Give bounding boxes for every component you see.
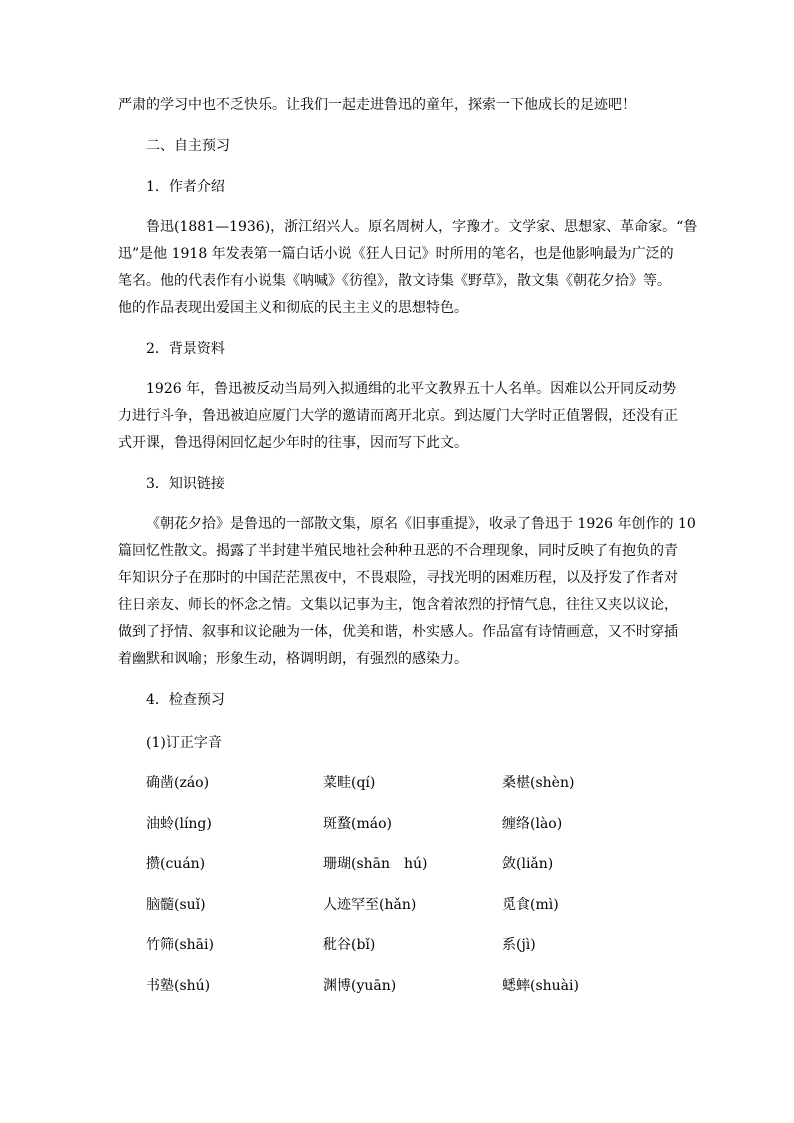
author-line: 迅”是他 1918 年发表第一篇白话小说《狂人日记》时所用的笔名，也是他影响最为广泛的 [118, 246, 674, 262]
author-line: 笔名。他的代表作有小说集《呐喊》《彷徨》，散文诗集《野草》，散文集《朝花夕拾》等。 [118, 273, 671, 289]
background-line: 式开课，鲁迅得闲回忆起少年时的往事，因而写下此文。 [118, 435, 468, 451]
knowledge-heading: 3．知识链接 [146, 476, 225, 492]
knowledge-line: 篇回忆性散文。揭露了半封建半殖民地社会种种丑恶的不合理现象，同时反映了有抱负的青 [118, 543, 678, 559]
pronunciation-item: 觅食(mì) [502, 897, 559, 913]
author-line: 他的作品表现出爱国主义和彻底的民主主义的思想特色。 [118, 300, 468, 316]
section-title: 二、自主预习 [146, 138, 230, 154]
knowledge-line: 做到了抒情、叙事和议论融为一体，优美和谐，朴实感人。作品富有诗情画意，又不时穿插 [118, 624, 678, 640]
knowledge-line: 着幽默和讽喻；形象生动，格调明朗，有强烈的感染力。 [118, 651, 468, 667]
knowledge-line: 《朝花夕拾》是鲁迅的一部散文集，原名《旧事重提》，收录了鲁迅于 1926 年创作的 10 [146, 516, 696, 532]
author-line: 鲁迅(1881—1936)，浙江绍兴人。原名周树人，字豫才。文学家、思想家、革命家。“鲁 [146, 219, 698, 235]
pronunciation-item: 攒(cuán) [146, 856, 206, 872]
author-heading: 1．作者介绍 [146, 179, 225, 195]
pronunciation-item: 蟋蟀(shuài) [502, 978, 579, 994]
pronunciation-item: 珊瑚(shān hú) [323, 856, 428, 872]
pronunciation-item: 斑蝥(máo) [323, 816, 392, 832]
pronunciation-item: 缠络(lào) [502, 816, 563, 832]
pronunciation-item: 脑髓(suǐ) [146, 897, 206, 913]
pronunciation-item: 油蛉(líng) [146, 816, 212, 832]
pronunciation-item: 确凿(záo) [146, 775, 210, 791]
knowledge-line: 年知识分子在那时的中国茫茫黑夜中，不畏艰险，寻找光明的困难历程，以及抒发了作者对 [118, 570, 678, 586]
pronunciation-item: 渊博(yuān) [323, 978, 397, 994]
background-line: 力进行斗争，鲁迅被迫应厦门大学的邀请而离开北京。到达厦门大学时正值署假，还没有正 [118, 408, 678, 424]
background-line: 1926 年，鲁迅被反动当局列入拟通缉的北平文教界五十人名单。因难以公开同反动势 [146, 381, 677, 397]
pronunciation-item: 秕谷(bǐ) [323, 937, 376, 953]
pronunciation-item: 系(jì) [502, 937, 536, 953]
pronunciation-item: 菜畦(qí) [323, 775, 376, 791]
background-heading: 2．背景资料 [146, 341, 225, 357]
pronunciation-item: 桑椹(shèn) [502, 775, 575, 791]
preview-subheading: (1)订正字音 [146, 735, 222, 751]
knowledge-line: 往日亲友、师长的怀念之情。文集以记事为主，饱含着浓烈的抒情气息，往往又夹以议论， [118, 597, 678, 613]
intro-tail: 严肃的学习中也不乏快乐。让我们一起走进鲁迅的童年，探索一下他成长的足迹吧！ [118, 97, 636, 113]
pronunciation-item: 竹筛(shāi) [146, 937, 214, 953]
pronunciation-item: 书塾(shú) [146, 978, 211, 994]
pronunciation-item: 人迹罕至(hǎn) [323, 897, 417, 913]
preview-heading: 4．检查预习 [146, 692, 225, 708]
pronunciation-item: 敛(liǎn) [502, 856, 554, 872]
